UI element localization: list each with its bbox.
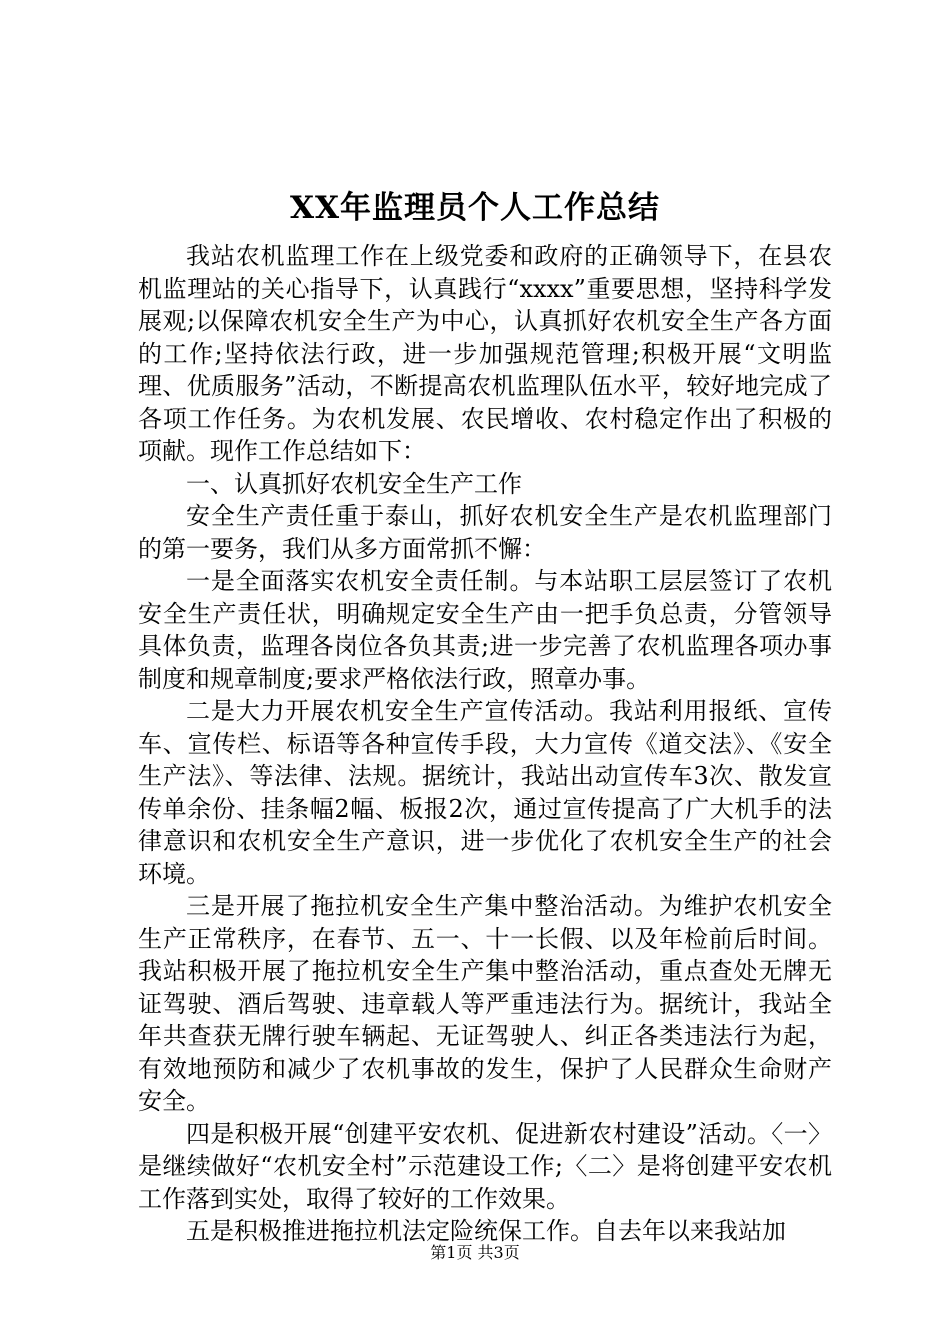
paragraph-item-1: 一是全面落实农机安全责任制。与本站职工层层签订了农机安全生产责任状，明确规定安全生产由一把手负总责，分管领导具体负责，监理各岗位各负其责;进一步完善了农机监理各项办事制度和规章制度;要求严格依法行政，照章办事。: [138, 567, 832, 693]
paragraph-item-2: 二是大力开展农机安全生产宣传活动。我站利用报纸、宣传车、宣传栏、标语等各种宣传手段，大力宣传《道交法》、《安全生产法》、等法律、法规。据统计，我站出动宣传车3次、散发宣传单余份、挂条幅2幅、板报2次，通过宣传提高了广大机手的法律意识和农机安全生产意识，进一步优化了农机安全生产的社会环境。: [138, 697, 832, 888]
section-heading: 一、认真抓好农机安全生产工作: [186, 469, 522, 498]
paragraph-item-5: 五是积极推进拖拉机法定险统保工作。自去年以来我站加: [186, 1217, 786, 1245]
document-body: [138, 240, 832, 1248]
paragraph-item-3: 三是开展了拖拉机安全生产集中整治活动。为维护农机安全生产正常秩序，在春节、五一、十一长假、以及年检前后时间。我站积极开展了拖拉机安全生产集中整治活动，重点查处无牌无证驾驶、酒后驾驶、违章载人等严重违法行为。据统计，我站全年共查获无牌行驶车辆起、无证驾驶人、纠正各类违法行为起，有效地预防和减少了农机事故的发生，保护了人民群众生命财产安全。: [138, 892, 832, 1115]
paragraph-overview: 安全生产责任重于泰山，抓好农机安全生产是农机监理部门的第一要务，我们从多方面常抓不懈：: [138, 502, 832, 563]
document-title: XX年监理员个人工作总结: [289, 190, 661, 226]
page-footer: 第1页 共3页: [430, 1243, 520, 1262]
paragraph-intro: 我站农机监理工作在上级党委和政府的正确领导下，在县农机监理站的关心指导下，认真践行“xxxx”重要思想，坚持科学发展观;以保障农机安全生产为中心，认真抓好农机安全生产各方面的工作;坚持依法行政，进一步加强规范管理;积极开展“文明监理、优质服务”活动，不断提高农机监理队伍水平，较好地完成了各项工作任务。为农机发展、农民增收、农村稳定作出了积极的项献。现作工作总结如下：: [138, 242, 832, 465]
paragraph-item-4: 四是积极开展“创建平安农机、促进新农村建设”活动。〈一〉是继续做好“农机安全村”示范建设工作;〈二〉是将创建平安农机工作落到实处，取得了较好的工作效果。: [138, 1119, 832, 1213]
